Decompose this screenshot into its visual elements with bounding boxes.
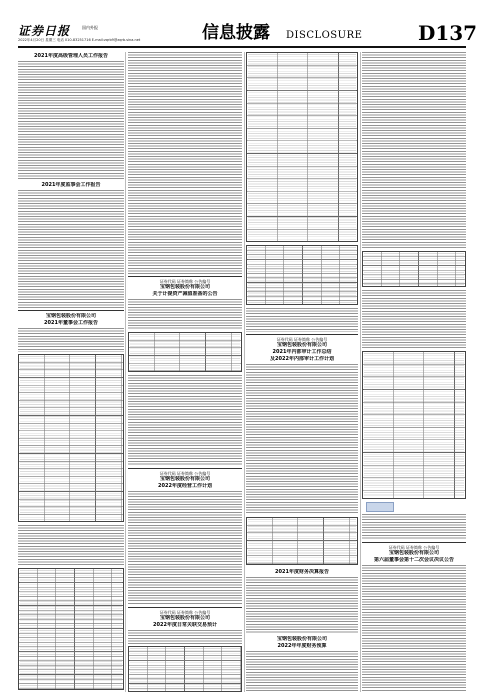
column-divider: [244, 52, 245, 692]
column-c: [246, 52, 358, 692]
announcement-code-line: 证券代码 证券简称 公告编号: [159, 471, 211, 476]
section-title-en: DISCLOSURE: [286, 30, 363, 41]
heading-board-report: 2021年董事会工作报告: [44, 320, 98, 326]
article-divider: [246, 334, 358, 335]
company-name: 宝钢包装股份有限公司: [159, 615, 210, 621]
heading-supervisory-board-report: 2021年度监事会工作报告: [41, 182, 101, 188]
article-body: [18, 328, 124, 352]
article-body: [246, 308, 358, 332]
article-body: [362, 514, 466, 540]
company-name: 宝钢包装股份有限公司: [276, 636, 327, 642]
company-name: 宝钢包装股份有限公司: [45, 313, 96, 319]
heading-board-resolution: 第六届董事会第十二次会议决议公告: [373, 557, 454, 563]
company-name: 宝钢包装股份有限公司: [159, 476, 210, 482]
data-table: [18, 568, 124, 690]
article-body: [246, 577, 358, 633]
article-body: [18, 61, 124, 179]
article-body: [246, 651, 358, 691]
logo-subtitle: 国内外报: [82, 25, 98, 30]
article-body: [128, 491, 242, 605]
data-table: [128, 332, 242, 372]
article-body: [18, 525, 124, 565]
heading-related-transactions: 2022年度日常关联交易预计: [153, 622, 217, 628]
article-body: [128, 630, 242, 644]
heading-internal-audit-sub: 及2022年内部审计工作计划: [270, 356, 334, 362]
section-title: 信息披露: [202, 23, 270, 43]
heading-business-plan: 2022年度经营工作计划: [158, 483, 212, 489]
article-divider: [128, 607, 242, 608]
column-d: [362, 52, 466, 692]
column-a: [18, 52, 124, 692]
masthead: [0, 0, 484, 48]
announcement-code-line: 证券代码 证券简称 公告编号: [159, 610, 211, 615]
company-name: 宝钢包装股份有限公司: [388, 550, 439, 556]
page-number: D137: [418, 21, 478, 45]
column-divider: [125, 52, 126, 692]
data-table: [246, 52, 358, 242]
seal-stamp: [366, 502, 394, 512]
company-name: 宝钢包装股份有限公司: [276, 342, 327, 348]
article-body: [18, 190, 124, 308]
article-body: [246, 364, 358, 514]
masthead-rule: [18, 46, 466, 48]
article-body: [128, 375, 242, 465]
date-line: 2022年4月20日 星期三 电话 010-83251716 E-mail:zqrb9@zqrb.sina.net: [18, 38, 141, 42]
heading-financial-report: 2021年度财务决算报告: [275, 569, 329, 575]
data-table: [18, 354, 124, 522]
heading-impairment-announcement: 关于计提资产减值准备的公告: [152, 291, 218, 297]
data-table: [362, 351, 466, 499]
article-body: [362, 565, 466, 691]
company-name: 宝钢包装股份有限公司: [159, 284, 210, 290]
announcement-code-line: 证券代码 证券简称 公告编号: [276, 337, 328, 342]
article-body: [128, 52, 242, 274]
article-divider: [362, 542, 466, 543]
article-divider: [128, 276, 242, 277]
heading-financial-budget: 2022年年度财务预算: [277, 643, 327, 649]
data-table: [246, 245, 358, 305]
article-divider: [128, 468, 242, 469]
announcement-code-line: 证券代码 证券简称 公告编号: [388, 545, 440, 550]
data-table: [362, 251, 466, 287]
heading-senior-management-report: 2021年度高级管理人员工作报告: [34, 53, 108, 59]
data-table: [128, 646, 242, 692]
article-divider: [18, 310, 124, 311]
article-body: [362, 290, 466, 348]
announcement-code-line: 证券代码 证券简称 公告编号: [159, 279, 211, 284]
column-b: [128, 52, 242, 692]
heading-internal-audit: 2021年内部审计工作总结: [272, 349, 332, 355]
article-body: [128, 299, 242, 329]
column-divider: [360, 52, 361, 692]
article-body: [362, 52, 466, 248]
data-table: [246, 517, 358, 565]
newspaper-logo: 证券日报: [18, 24, 71, 38]
